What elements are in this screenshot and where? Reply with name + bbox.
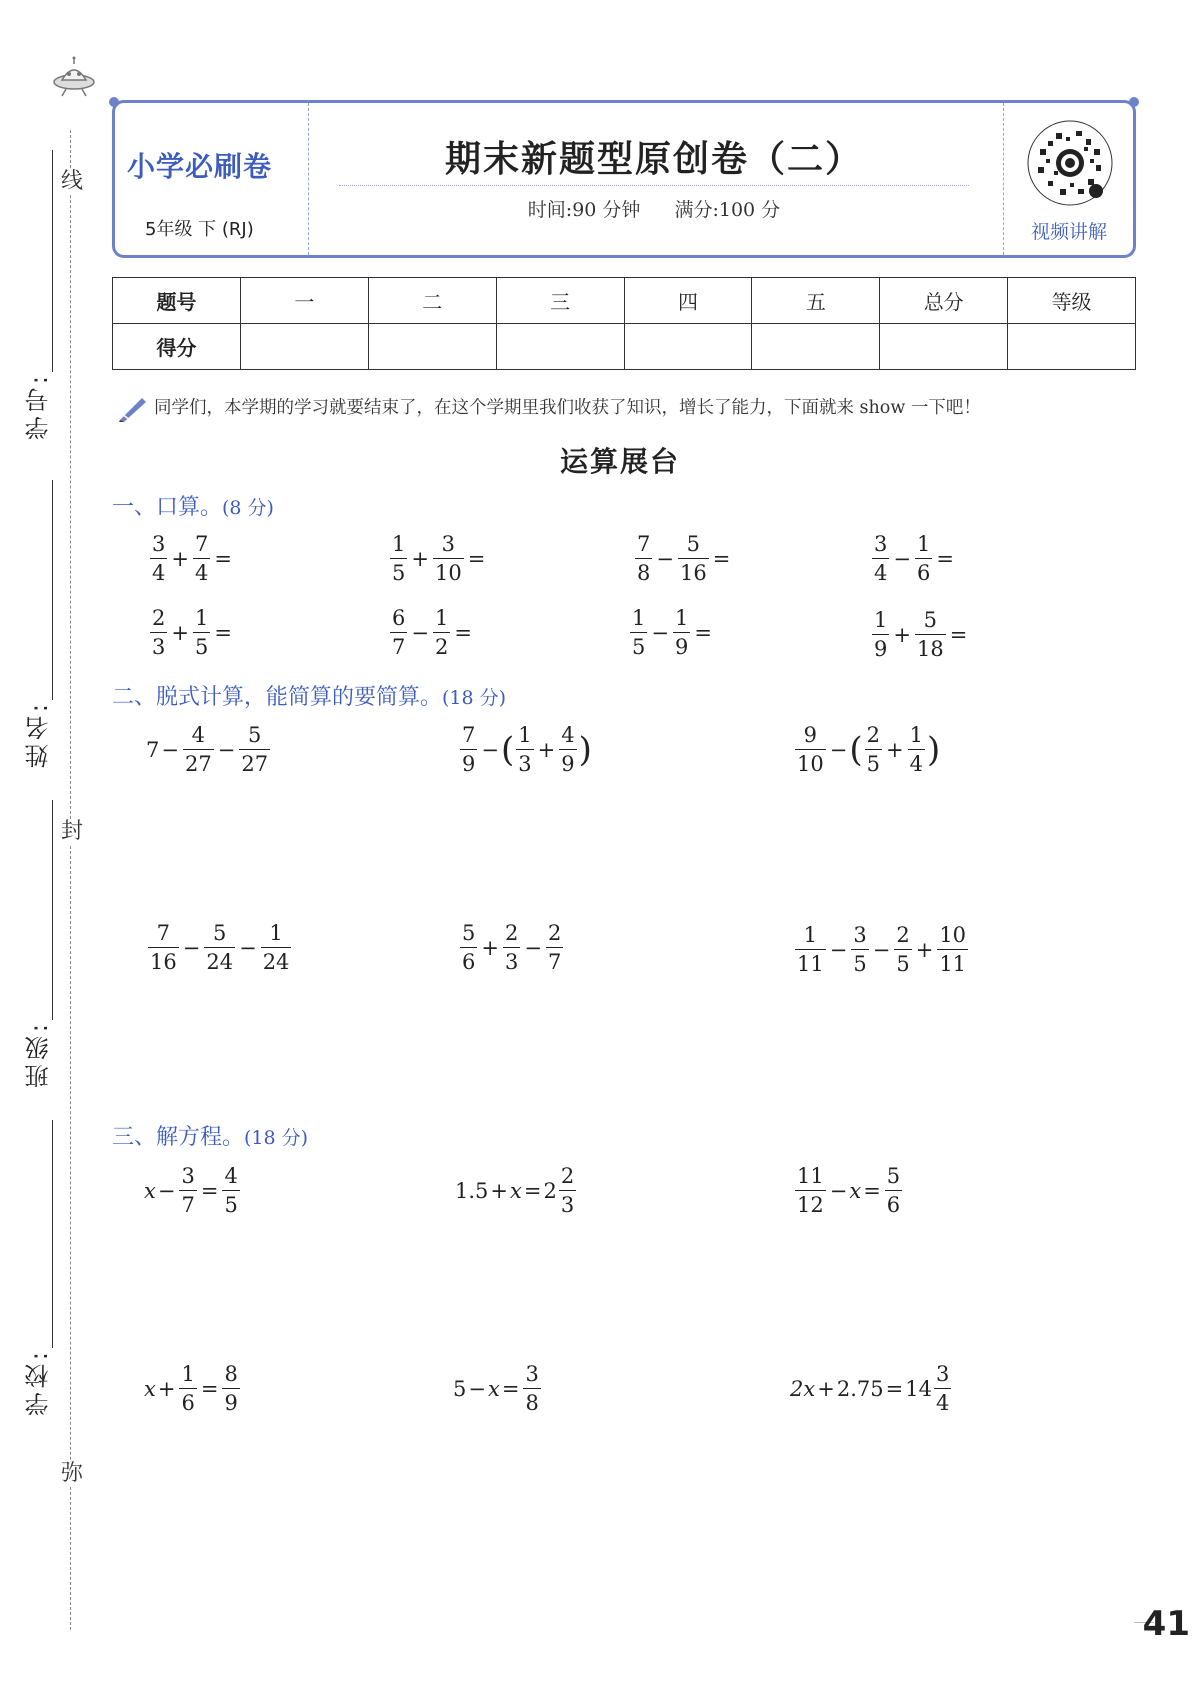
- fraction: [222, 1363, 239, 1414]
- number: 2: [543, 1178, 557, 1203]
- denominator: 4: [150, 558, 167, 584]
- denominator: 5: [630, 632, 647, 658]
- fraction: [795, 1165, 826, 1216]
- denominator: 10: [795, 749, 826, 775]
- school-field[interactable]: [8, 1120, 68, 1416]
- denominator: 3: [150, 632, 167, 658]
- fraction: [516, 724, 533, 775]
- fraction: [204, 922, 235, 973]
- numerator: 5: [248, 723, 262, 747]
- operator: +: [157, 1376, 176, 1401]
- class-label: 班级:: [24, 1020, 53, 1089]
- denominator: 5: [390, 558, 407, 584]
- operator: +: [411, 546, 429, 571]
- denominator: 18: [915, 634, 946, 660]
- q1-item[interactable]: [388, 533, 487, 584]
- numerator: 1: [269, 921, 283, 945]
- fraction: [193, 533, 210, 584]
- denominator: 5: [851, 949, 868, 975]
- denominator: 4: [934, 1388, 951, 1414]
- operator: −: [217, 737, 236, 762]
- video-explain-label[interactable]: 视频讲解: [1030, 221, 1107, 243]
- number: 14: [905, 1376, 932, 1401]
- numerator: 8: [224, 1362, 238, 1386]
- denominator: 8: [523, 1388, 540, 1414]
- fraction: [885, 1165, 902, 1216]
- operator: −: [651, 620, 669, 645]
- denominator: 11: [795, 949, 826, 975]
- fraction: [915, 533, 932, 584]
- denominator: 3: [559, 1190, 576, 1216]
- operator: =: [936, 546, 954, 571]
- grade-label: 5年级 下 (RJ): [145, 219, 254, 240]
- score-table-header-row: [113, 278, 1136, 324]
- numerator: 3: [874, 532, 888, 556]
- class-field[interactable]: [8, 800, 68, 1088]
- variable: x: [144, 1178, 156, 1203]
- q2-label: 二、脱式计算，能简算的要简算。: [112, 685, 443, 710]
- score-cell[interactable]: [1008, 324, 1136, 370]
- q3-label: 三、解方程。: [112, 1125, 245, 1150]
- q2-heading: [112, 680, 506, 711]
- fraction: [503, 922, 520, 973]
- qr-code-icon[interactable]: [1026, 119, 1114, 207]
- fraction: [851, 924, 868, 975]
- parenthesis: (: [849, 729, 863, 770]
- fraction: [630, 607, 647, 658]
- denominator: 5: [222, 1190, 239, 1216]
- numerator: 1: [803, 923, 818, 947]
- operator: =: [214, 620, 232, 645]
- fraction: [148, 922, 179, 973]
- denominator: 11: [937, 949, 968, 975]
- q3-heading: [112, 1120, 308, 1151]
- fraction: [678, 533, 709, 584]
- numerator: 1: [392, 532, 406, 556]
- parenthesis: ): [926, 729, 941, 770]
- numerator: 3: [935, 1362, 950, 1386]
- fraction: [934, 1363, 951, 1414]
- denominator: 24: [261, 947, 292, 973]
- operator: =: [467, 546, 486, 571]
- q2-item[interactable]: [793, 924, 970, 975]
- q3-item[interactable]: [793, 1165, 904, 1216]
- q3-item[interactable]: [144, 1165, 242, 1216]
- numerator: 5: [686, 532, 701, 556]
- operator: −: [524, 935, 542, 960]
- operator: +: [490, 1178, 509, 1203]
- score-table: [112, 277, 1136, 370]
- intro-text: 同学们，本学期的学习就要结束了，在这个学期里我们收获了知识，增长了能力，下面就来 show 一下吧！: [154, 398, 981, 418]
- numerator: 1: [434, 606, 449, 630]
- operator: +: [885, 737, 904, 762]
- q3-item[interactable]: [144, 1363, 242, 1414]
- denominator: 8: [635, 558, 652, 584]
- operator: −: [829, 937, 848, 962]
- numerator: 4: [561, 723, 575, 747]
- score-row-label: 得分: [113, 324, 241, 370]
- score-cell[interactable]: [880, 324, 1008, 370]
- denominator: 2: [433, 632, 450, 658]
- q1-item[interactable]: [388, 607, 474, 658]
- denominator: 3: [516, 749, 533, 775]
- operator: −: [468, 1376, 486, 1401]
- numerator: 2: [560, 1164, 575, 1188]
- q1-item[interactable]: [870, 609, 969, 660]
- operator: +: [171, 546, 189, 571]
- fraction: [673, 607, 690, 658]
- score-cell[interactable]: [240, 324, 368, 370]
- operator: +: [171, 620, 189, 645]
- numerator: 1: [194, 606, 209, 630]
- q1-label: 一、口算。: [112, 495, 223, 520]
- denominator: 7: [390, 632, 407, 658]
- numerator: 2: [866, 723, 880, 747]
- exam-time: 时间:90 分钟: [527, 199, 641, 221]
- denominator: 5: [865, 749, 882, 775]
- variable: x: [510, 1178, 522, 1203]
- numerator: 5: [886, 1164, 901, 1188]
- page-number: 41: [1142, 1604, 1190, 1644]
- student-name-label: 姓名:: [24, 700, 53, 769]
- score-cell[interactable]: [752, 324, 880, 370]
- fraction: [390, 607, 407, 658]
- denominator: 6: [179, 1388, 196, 1414]
- score-table-header-cell: 四: [624, 278, 752, 324]
- denominator: 9: [673, 632, 690, 658]
- fraction: [865, 724, 882, 775]
- fraction: [179, 1165, 196, 1216]
- operator: =: [501, 1376, 520, 1401]
- q3-item[interactable]: [790, 1363, 953, 1414]
- numerator: 2: [152, 606, 166, 630]
- numerator: 6: [392, 606, 406, 630]
- numerator: 3: [853, 923, 867, 947]
- exam-meta: [309, 195, 999, 222]
- operator: +: [817, 1376, 835, 1401]
- denominator: 9: [872, 634, 889, 660]
- operator: =: [214, 546, 232, 571]
- parenthesis: (: [500, 729, 515, 770]
- q1-item[interactable]: [633, 533, 732, 584]
- score-table-header-cell: 三: [496, 278, 624, 324]
- denominator: 27: [239, 749, 270, 775]
- exam-title: 期末新题型原创卷（二）: [444, 138, 863, 180]
- numerator: 3: [152, 532, 166, 556]
- operator: −: [872, 937, 891, 962]
- numerator: 10: [939, 923, 967, 947]
- exam-full-score: 满分:100 分: [674, 199, 781, 221]
- brand-logo-text: 小学必刷卷: [127, 150, 273, 183]
- operator: +: [537, 737, 556, 762]
- denominator: 4: [872, 558, 889, 584]
- q1-item[interactable]: [148, 533, 234, 584]
- q2-item[interactable]: [458, 922, 565, 973]
- score-cell[interactable]: [624, 324, 752, 370]
- denominator: 9: [222, 1388, 239, 1414]
- binding-mark-close: 弥: [60, 1461, 83, 1486]
- denominator: 9: [460, 749, 477, 775]
- binding-dashed-line: [70, 130, 71, 1630]
- fraction: [261, 922, 292, 973]
- operator: +: [915, 937, 934, 962]
- denominator: 7: [179, 1190, 196, 1216]
- numerator: 1: [632, 606, 646, 630]
- operator: −: [411, 620, 429, 645]
- number: 2.75: [836, 1376, 884, 1401]
- fraction: [546, 922, 563, 973]
- numerator: 3: [441, 532, 456, 556]
- denominator: 6: [885, 1190, 902, 1216]
- denominator: 4: [193, 558, 210, 584]
- school-label: 学校:: [24, 1348, 53, 1417]
- fraction: [795, 724, 826, 775]
- binding-mark-line: 线: [60, 169, 83, 194]
- operator: −: [829, 737, 848, 762]
- number: 5: [453, 1376, 467, 1401]
- fraction: [460, 724, 477, 775]
- fraction: [523, 1363, 540, 1414]
- variable: x: [849, 1178, 862, 1203]
- numerator: 4: [224, 1164, 238, 1188]
- student-name-field[interactable]: [8, 480, 68, 768]
- fraction: [559, 1165, 576, 1216]
- numerator: 1: [518, 723, 532, 747]
- operator: =: [949, 622, 968, 647]
- operator: =: [863, 1178, 881, 1203]
- denominator: 3: [503, 947, 520, 973]
- numerator: 1: [181, 1362, 195, 1386]
- denominator: 9: [559, 749, 576, 775]
- score-table-score-row: [113, 324, 1136, 370]
- numerator: 1: [916, 532, 931, 556]
- number: 7: [146, 737, 160, 762]
- title-divider: [339, 185, 969, 186]
- score-table-header-cell: 二: [368, 278, 496, 324]
- denominator: 7: [546, 947, 563, 973]
- fraction: [872, 609, 889, 660]
- denominator: 27: [183, 749, 214, 775]
- operator: −: [656, 546, 674, 571]
- denominator: 16: [148, 947, 179, 973]
- fraction: [872, 533, 889, 584]
- numerator: 1: [674, 606, 689, 630]
- q3-points: (18 分): [244, 1127, 309, 1149]
- numerator: 11: [797, 1164, 824, 1188]
- variable: x: [487, 1376, 500, 1401]
- operator: −: [239, 935, 257, 960]
- numerator: 3: [525, 1362, 539, 1386]
- binding-mark-seal: 封: [60, 819, 83, 844]
- numerator: 5: [923, 608, 938, 632]
- numerator: 1: [874, 608, 888, 632]
- video-qr-panel[interactable]: [1003, 103, 1133, 255]
- denominator: 6: [460, 947, 477, 973]
- numerator: 1: [909, 723, 923, 747]
- parenthesis: ): [578, 729, 592, 770]
- q2-item[interactable]: [458, 724, 592, 775]
- fraction: [183, 724, 214, 775]
- fraction: [239, 724, 270, 775]
- variable: 2x: [790, 1376, 816, 1401]
- q2-item[interactable]: [146, 724, 272, 775]
- operator: −: [161, 737, 179, 762]
- student-id-field[interactable]: [8, 150, 68, 440]
- numerator: 3: [181, 1164, 195, 1188]
- fraction: [433, 533, 464, 584]
- fraction: [894, 924, 911, 975]
- q2-item[interactable]: [793, 724, 940, 775]
- q3-item[interactable]: [455, 1165, 578, 1216]
- score-cell[interactable]: [496, 324, 624, 370]
- denominator: 10: [433, 558, 464, 584]
- fraction: [150, 533, 167, 584]
- ufo-logo-icon: [52, 56, 96, 100]
- student-id-label: 学号:: [24, 372, 53, 441]
- fraction: [390, 533, 407, 584]
- score-table-header-cell: 五: [752, 278, 880, 324]
- operator: =: [454, 620, 472, 645]
- number: 1.5: [455, 1178, 489, 1203]
- denominator: 6: [915, 558, 932, 584]
- operator: +: [481, 935, 499, 960]
- operator: =: [885, 1376, 904, 1401]
- q1-item[interactable]: [870, 533, 956, 584]
- numerator: 7: [156, 921, 171, 945]
- operator: −: [182, 935, 201, 960]
- section-title: 运算展台: [559, 445, 680, 478]
- operator: −: [481, 737, 499, 762]
- numerator: 7: [194, 532, 209, 556]
- numerator: 2: [547, 921, 562, 945]
- numerator: 7: [637, 532, 651, 556]
- q3-item[interactable]: [453, 1363, 543, 1414]
- intro-line: [118, 394, 1138, 422]
- score-table-header-cell: 题号: [113, 278, 241, 324]
- fraction: [559, 724, 576, 775]
- numerator: 5: [462, 921, 476, 945]
- denominator: 5: [894, 949, 911, 975]
- denominator: 4: [908, 749, 925, 775]
- score-table-header-cell: 等级: [1008, 278, 1136, 324]
- fraction: [433, 607, 450, 658]
- operator: −: [893, 546, 911, 571]
- denominator: 5: [193, 632, 210, 658]
- score-table-header-cell: 总分: [880, 278, 1008, 324]
- q2-item[interactable]: [146, 922, 293, 973]
- fraction: [150, 607, 167, 658]
- numerator: 4: [191, 723, 206, 747]
- variable: x: [144, 1376, 156, 1401]
- fraction: [179, 1363, 196, 1414]
- operator: =: [523, 1178, 542, 1203]
- q1-heading: [112, 490, 274, 521]
- operator: =: [712, 546, 731, 571]
- q1-item[interactable]: [148, 607, 234, 658]
- operator: =: [200, 1376, 219, 1401]
- numerator: 7: [462, 723, 476, 747]
- fraction: [795, 924, 826, 975]
- denominator: 24: [204, 947, 235, 973]
- q1-points: (8 分): [222, 497, 274, 519]
- numerator: 9: [803, 723, 818, 747]
- fraction: [193, 607, 210, 658]
- operator: −: [829, 1178, 848, 1203]
- exam-header: [112, 100, 1136, 258]
- q2-points: (18 分): [442, 687, 507, 709]
- operator: =: [200, 1178, 219, 1203]
- fraction: [908, 724, 925, 775]
- header-brand-panel: [115, 103, 309, 255]
- fraction: [915, 609, 946, 660]
- operator: +: [893, 622, 911, 647]
- numerator: 2: [504, 921, 519, 945]
- numerator: 2: [896, 923, 910, 947]
- fraction: [222, 1165, 239, 1216]
- pencil-icon: [118, 396, 148, 422]
- fraction: [635, 533, 652, 584]
- numerator: 5: [213, 921, 227, 945]
- operator: −: [157, 1178, 176, 1203]
- fraction: [937, 924, 968, 975]
- fraction: [460, 922, 477, 973]
- denominator: 16: [678, 558, 709, 584]
- operator: =: [694, 620, 712, 645]
- denominator: 12: [795, 1190, 826, 1216]
- score-cell[interactable]: [368, 324, 496, 370]
- score-table-header-cell: 一: [240, 278, 368, 324]
- q1-item[interactable]: [628, 607, 714, 658]
